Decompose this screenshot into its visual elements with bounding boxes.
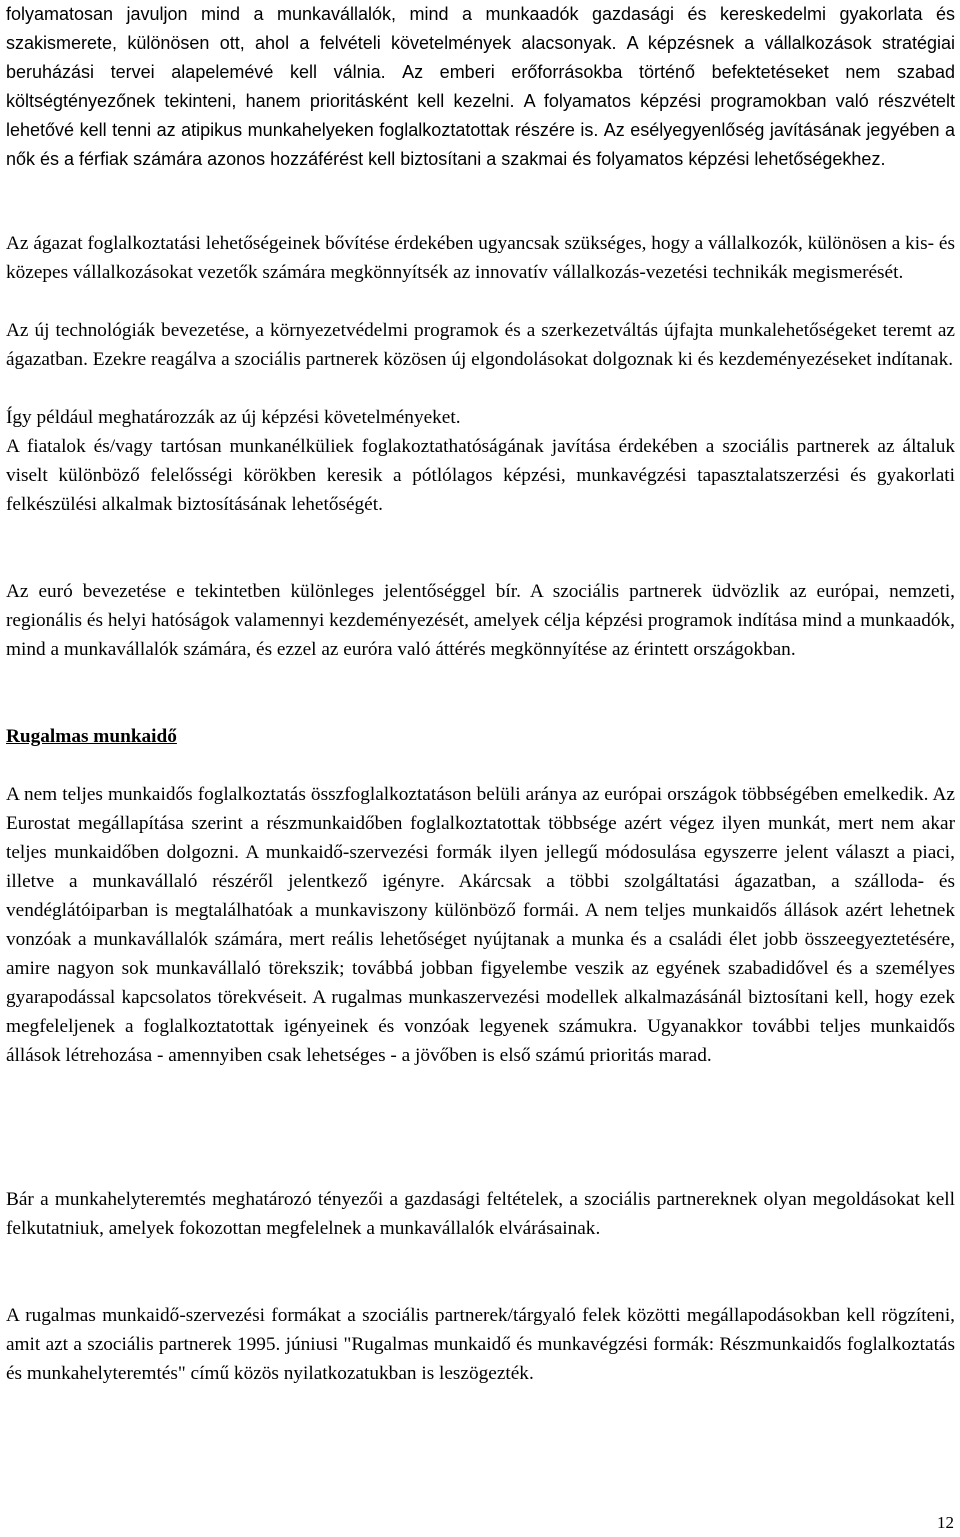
paragraph-rugalmas-block — [6, 1301, 955, 1388]
paragraph-rugalmas: A rugalmas munkaidő-szervezési formákat a szociális partnerek/tárgyaló felek közötti megállapodásokban kell rögzíteni, amit azt a szociális partnerek 1995. júniusi "Rugalmas munkaidő és munkavégzési formák: Részmunkaidős foglalkoztatás és munkahelyteremtés" című közös nyilatkozatukban is leszögezték. — [6, 1305, 955, 1384]
page-number: 12 — [937, 1513, 954, 1532]
intro-sentence-5: Az esélyegyenlőség javításának jegyében a nők és a férfiak számára azonos hozzáférést kell biztosítani a szakmai és folyamatos képzési lehetőségekhez. — [6, 120, 956, 169]
intro-sentence-2: A képzésnek a vállalkozások stratégiai beruházási tervei alapelemévé kell válnia. — [6, 33, 955, 82]
paragraph-technologia: Az új technológiák bevezetése, a környezetvédelmi programok és a szerkezetváltás újfajta munkalehetőségeket teremt az ágazatban. Ezekre reagálva a szociális partnerek közösen új elgondolásokat dolgoznak ki és kezdeményezéseket indítanak. — [6, 320, 955, 370]
paragraph-agazat-block — [6, 229, 955, 287]
paragraph-agazat: Az ágazat foglalkoztatási lehetőségeinek bővítése érdekében ugyancsak szükséges, hogy a vállalkozók, különösen a kis- és közepes vállalkozásokat vezetők számára megkönnyítsék az innovatív vállalkozás-vezetési technikák megismerését. — [6, 233, 955, 283]
paragraph-euro-block — [6, 577, 955, 664]
paragraph-nem-teljes-block — [6, 780, 955, 1070]
paragraph-bar: Bár a munkahelyteremtés meghatározó tényezői a gazdasági feltételek, a szociális partnereknek olyan megoldásokat kell felkutatniuk, amelyek fokozottan megfelelnek a munkavállalók elvárásainak. — [6, 1189, 955, 1239]
paragraph-euro: Az euró bevezetése e tekintetben különleges jelentőséggel bír. A szociális partnerek üdvözlik az európai, nemzeti, regionális és helyi hatóságok valamennyi kezdeményezését, amelyek célja képzési programok indítása mind a munkaadók, mind a munkavállalók számára, és ezzel az euróra való áttérés megkönnyítése az érintett országokban. — [6, 581, 955, 660]
paragraph-technologia-block — [6, 316, 955, 374]
intro-sentence-3: Az emberi erőforrásokba történő befektetéseket nem szabad költségtényezőnek tekinteni, hanem prioritásként kell kezelni. — [6, 62, 955, 111]
paragraph-igy: Így például meghatározzák az új képzési követelményeket. — [6, 407, 461, 428]
paragraph-nem-teljes: A nem teljes munkaidős foglalkoztatás összfoglalkoztatáson belüli aránya az európai országok többségében emelkedik. Az Eurostat megállapítása szerint a részmunkaidőben foglalkoztatottak többsége azért végez ilyen munkát, mert nem akar teljes munkaidőben dolgozni. A munkaidő-szervezési formák ilyen jellegű módosulása egyszerre jelent választ a piaci, illetve a munkavállaló részéről jelentkező igényre. Akárcsak a többi szolgáltatási ágazatban, a szálloda- és vendéglátóiparban is megtalálhatóak a munkaviszony különböző formái. A nem teljes munkaidős állások azért lehetnek vonzóak a munkavállalók számára, mert reális lehetőséget nyújtanak a munka és a családi élet jobb összeegyeztetésére, amire nagyon sok munkavállaló törekszik; továbbá jobban figyelembe veszik az egyének szabadidővel és a személyes gyarapodással kapcsolatos törekvéseit. A rugalmas munkaszervezési modellek alkalmazásánál biztosítani kell, hogy ezek megfeleljenek a foglalkoztatottak igényeinek és vonzóak legyenek számukra. Ugyanakkor további teljes munkaidős állások létrehozása - amennyiben csak lehetséges - a jövőben is első számú prioritás marad. — [6, 784, 955, 1066]
intro-sentence-1: folyamatosan javuljon mind a munkavállalók, mind a munkaadók gazdasági és kereskedelmi gyakorlata és szakismerete, különösen ott, ahol a felvételi követelmények alacsonyak. — [6, 4, 955, 53]
paragraph-fiatalok: A fiatalok és/vagy tartósan munkanélküliek foglakoztathatóságának javítása érdekében a szociális partnerek az általuk viselt különböző felelősségi körökben keresik a pótlólagos képzési, munkavégzési tapasztalatszerzési és gyakorlati felkészülési alkalmak biztosításának lehetőségét. — [6, 436, 955, 515]
paragraph-fiatalok-block — [6, 432, 955, 519]
section-heading: Rugalmas munkaidő — [6, 726, 177, 747]
paragraph-bar-block — [6, 1185, 955, 1243]
intro-sentence-4: A folyamatos képzési programokban való részvételt lehetővé kell tenni az atipikus munkahelyeken foglalkoztatottak részére is. — [6, 91, 956, 140]
intro-paragraph — [6, 0, 955, 174]
paragraph-igy-block — [6, 403, 955, 432]
